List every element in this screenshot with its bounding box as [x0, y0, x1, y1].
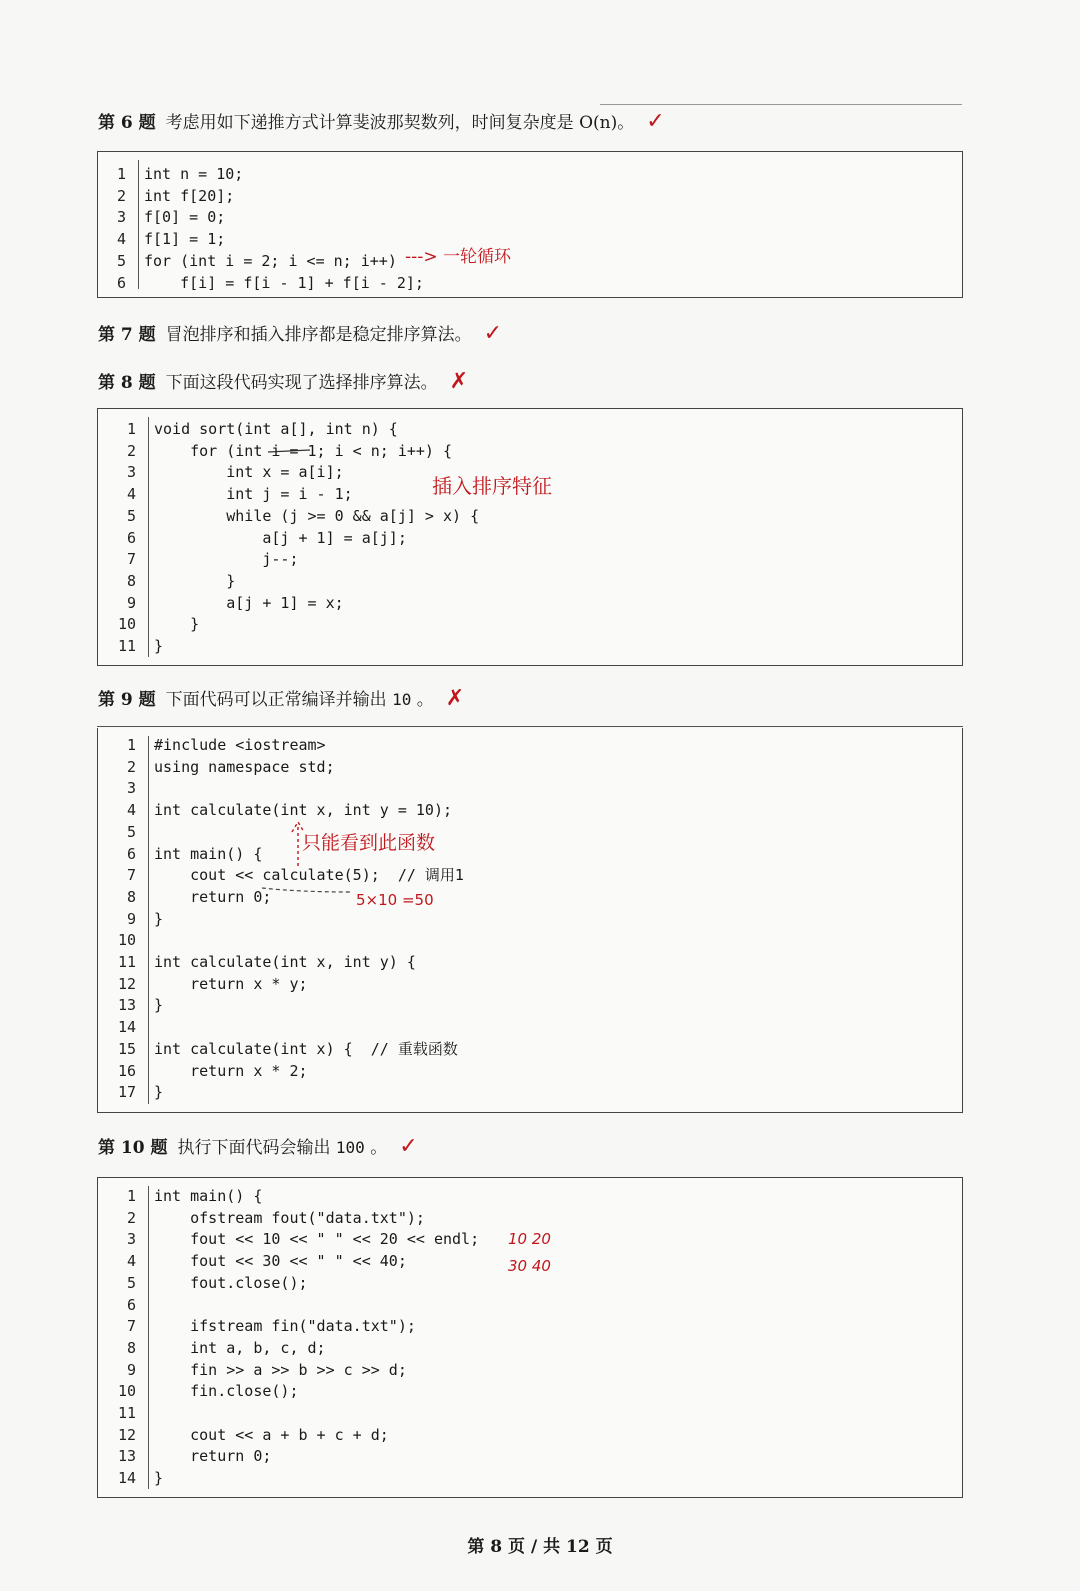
line-number: 1: [126, 420, 136, 438]
code-text: void sort(int a[], int n) {: [154, 420, 398, 438]
line-number: 5: [116, 251, 126, 270]
question-number: 第 10 题: [98, 1138, 168, 1158]
question-text: 下面代码可以正常编译并输出: [165, 690, 387, 710]
question-10: [98, 1133, 418, 1159]
code-text: while (j >= 0 && a[j] > x) {: [154, 506, 480, 525]
code-text: return x * y;: [154, 974, 308, 993]
code-line: [98, 229, 962, 250]
code-text: f[0] = 0;: [144, 208, 226, 227]
code-text: }: [154, 615, 200, 634]
line-number: 4: [116, 230, 126, 249]
line-number: 8: [126, 887, 136, 906]
code-line: [98, 164, 962, 185]
line-number: 15: [117, 1039, 136, 1058]
question-number: 第 9 题: [98, 690, 156, 710]
code-block-q8: [97, 408, 963, 666]
code-line: [98, 528, 962, 549]
code-text: }: [154, 1083, 164, 1102]
line-number: 11: [117, 953, 136, 971]
line-number: 5: [126, 822, 136, 841]
code-line: [98, 251, 962, 272]
question-9: [98, 685, 464, 711]
line-number: 6: [116, 273, 126, 292]
code-text: }: [154, 996, 164, 1015]
q9-top-rule: [97, 726, 963, 727]
code-line: [98, 930, 962, 951]
line-number: 14: [117, 1469, 136, 1488]
cross-mark-icon: ✗: [445, 686, 465, 711]
code-text: f[i] = f[i - 1] + f[i - 2];: [144, 273, 424, 292]
code-line: [98, 1403, 962, 1424]
code-line: [98, 844, 962, 865]
line-number: 6: [126, 844, 136, 863]
code-text: }: [154, 637, 164, 655]
code-text: return 0;: [154, 887, 272, 906]
handwritten-note-loop: ---> 一轮循环: [405, 247, 512, 267]
line-number: 11: [117, 1404, 136, 1422]
code-line: [98, 1338, 962, 1359]
line-number: 16: [117, 1061, 136, 1080]
code-line: [98, 1039, 962, 1060]
code-text: a[j + 1] = x;: [154, 593, 344, 612]
code-text: fout << 10 << " " << 20 << endl;: [154, 1230, 480, 1249]
code-text: return x * 2;: [154, 1061, 308, 1080]
line-number: 2: [126, 441, 136, 460]
line-number: 2: [126, 1208, 136, 1227]
line-number: 3: [126, 779, 136, 798]
handwritten-note-result: 5×10 =50: [356, 891, 434, 909]
line-number: 4: [126, 1252, 136, 1271]
code-text: #include <iostream>: [154, 736, 326, 754]
code-text: int calculate(int x, int y = 10);: [154, 801, 453, 820]
code-line: [98, 952, 962, 973]
line-number: 7: [126, 866, 136, 885]
handwritten-note-line2-values: 30 40: [508, 1257, 551, 1275]
question-8: [98, 368, 468, 394]
code-text: int calculate(int x) { // 重载函数: [154, 1039, 458, 1058]
line-number: 1: [126, 1187, 136, 1205]
line-number: 1: [126, 736, 136, 754]
line-number: 5: [126, 506, 136, 525]
code-text: fin.close();: [154, 1382, 299, 1401]
line-number: 13: [117, 1447, 136, 1466]
line-number: 3: [116, 208, 126, 227]
check-mark-icon: ✓: [399, 1134, 418, 1159]
handwritten-note-line1-values: 10 20: [508, 1230, 551, 1248]
code-line: [98, 1061, 962, 1082]
code-line: [98, 1017, 962, 1038]
line-number: 17: [117, 1083, 136, 1102]
code-text: fin >> a >> b >> c >> d;: [154, 1360, 407, 1379]
code-line: [98, 419, 962, 440]
code-text: int n = 10;: [144, 165, 244, 183]
line-number: 14: [117, 1018, 136, 1037]
code-line: [98, 273, 962, 294]
code-text: a[j + 1] = a[j];: [154, 528, 407, 547]
line-number: 11: [117, 637, 136, 655]
code-line: [98, 1381, 962, 1402]
code-text: int a, b, c, d;: [154, 1338, 326, 1357]
code-line: [98, 1446, 962, 1467]
question-text-end: 。: [416, 690, 434, 710]
question-7: [98, 320, 502, 346]
question-text: 执行下面代码会输出: [177, 1138, 331, 1158]
code-line: [98, 1186, 962, 1207]
line-number: 12: [117, 974, 136, 993]
code-text: int main() {: [154, 844, 263, 863]
output-value: 10: [392, 690, 412, 709]
code-text: int x = a[i];: [154, 463, 344, 482]
code-line: [98, 571, 962, 592]
code-line: [98, 636, 962, 657]
line-number: 7: [126, 1317, 136, 1336]
question-6: [98, 108, 665, 134]
question-number: 第 7 题: [98, 325, 156, 345]
question-text: 冒泡排序和插入排序都是稳定排序算法。: [165, 325, 472, 345]
code-line: [98, 614, 962, 635]
line-number: 10: [117, 931, 136, 950]
code-text: int main() {: [154, 1187, 263, 1205]
code-line: [98, 757, 962, 778]
code-line: [98, 1468, 962, 1489]
cross-mark-icon: ✗: [449, 369, 469, 394]
line-number: 3: [126, 463, 136, 482]
code-line: [98, 887, 962, 908]
code-line: [98, 1208, 962, 1229]
code-text: }: [154, 571, 236, 590]
code-line: [98, 735, 962, 756]
code-block-q6: [97, 151, 963, 298]
code-text: for (int i = 1; i < n; i++) {: [154, 441, 453, 460]
code-line: [98, 1295, 962, 1316]
code-text: return 0;: [154, 1447, 272, 1466]
code-block-q9: [97, 728, 963, 1113]
line-number: 9: [126, 593, 136, 612]
line-number: 4: [126, 485, 136, 504]
line-number: 6: [126, 528, 136, 547]
code-line: [98, 974, 962, 995]
code-line: [98, 441, 962, 462]
code-line: [98, 1316, 962, 1337]
line-number: 10: [117, 1382, 136, 1401]
check-mark-icon: ✓: [646, 109, 665, 134]
code-line: [98, 822, 962, 843]
code-text: cout << calculate(5); // 调用1: [154, 866, 464, 885]
question-text-end: 。: [370, 1138, 388, 1158]
question-number: 第 6 题: [98, 113, 156, 133]
code-line: [98, 1425, 962, 1446]
line-number: 1: [116, 165, 126, 183]
line-number: 13: [117, 996, 136, 1015]
line-number: 12: [117, 1425, 136, 1444]
line-number: 2: [126, 757, 136, 776]
code-text: using namespace std;: [154, 757, 335, 776]
code-text: ifstream fin("data.txt");: [154, 1317, 416, 1336]
line-number: 8: [126, 571, 136, 590]
code-line: [98, 207, 962, 228]
code-text: int f[20];: [144, 186, 235, 205]
question-text: 下面这段代码实现了选择排序算法。: [165, 373, 438, 393]
line-number: 7: [126, 550, 136, 569]
question-text: 考虑用如下递推方式计算斐波那契数列，时间复杂度是 O(n)。: [165, 113, 635, 133]
code-text: }: [154, 909, 164, 928]
code-line: [98, 506, 962, 527]
code-line: [98, 1082, 962, 1103]
code-text: j--;: [154, 550, 299, 569]
check-mark-icon: ✓: [483, 321, 503, 346]
question-number: 第 8 题: [98, 373, 156, 393]
line-number: 5: [126, 1273, 136, 1292]
handwritten-note-insertion-sort: 插入排序特征: [432, 474, 552, 498]
line-number: 8: [126, 1338, 136, 1357]
top-rule: [600, 104, 962, 105]
code-line: [98, 800, 962, 821]
page-footer: 第 8 页 / 共 12 页: [467, 1537, 613, 1557]
line-number: 9: [126, 1360, 136, 1379]
code-line: [98, 778, 962, 799]
code-line: [98, 1273, 962, 1294]
line-number: 3: [126, 1230, 136, 1249]
code-line: [98, 593, 962, 614]
line-number: 6: [126, 1295, 136, 1314]
code-line: [98, 995, 962, 1016]
handwritten-note-visible-function: 只能看到此函数: [302, 832, 436, 854]
code-text: int calculate(int x, int y) {: [154, 953, 416, 971]
code-text: cout << a + b + c + d;: [154, 1425, 389, 1444]
line-number: 2: [116, 186, 126, 205]
code-line: [98, 909, 962, 930]
code-text: ofstream fout("data.txt");: [154, 1208, 425, 1227]
code-text: fout << 30 << " " << 40;: [154, 1252, 407, 1271]
code-text: for (int i = 2; i <= n; i++): [144, 251, 397, 270]
line-number: 4: [126, 801, 136, 820]
code-line: [98, 865, 962, 886]
output-value: 100: [335, 1138, 365, 1157]
line-number: 10: [117, 615, 136, 634]
code-line: [98, 1360, 962, 1381]
code-text: }: [154, 1469, 164, 1488]
code-text: int j = i - 1;: [154, 485, 353, 504]
code-block-q10: [97, 1177, 963, 1498]
code-line: [98, 186, 962, 207]
line-number: 9: [126, 909, 136, 928]
code-text: f[1] = 1;: [144, 230, 226, 249]
code-text: fout.close();: [154, 1273, 308, 1292]
code-line: [98, 549, 962, 570]
